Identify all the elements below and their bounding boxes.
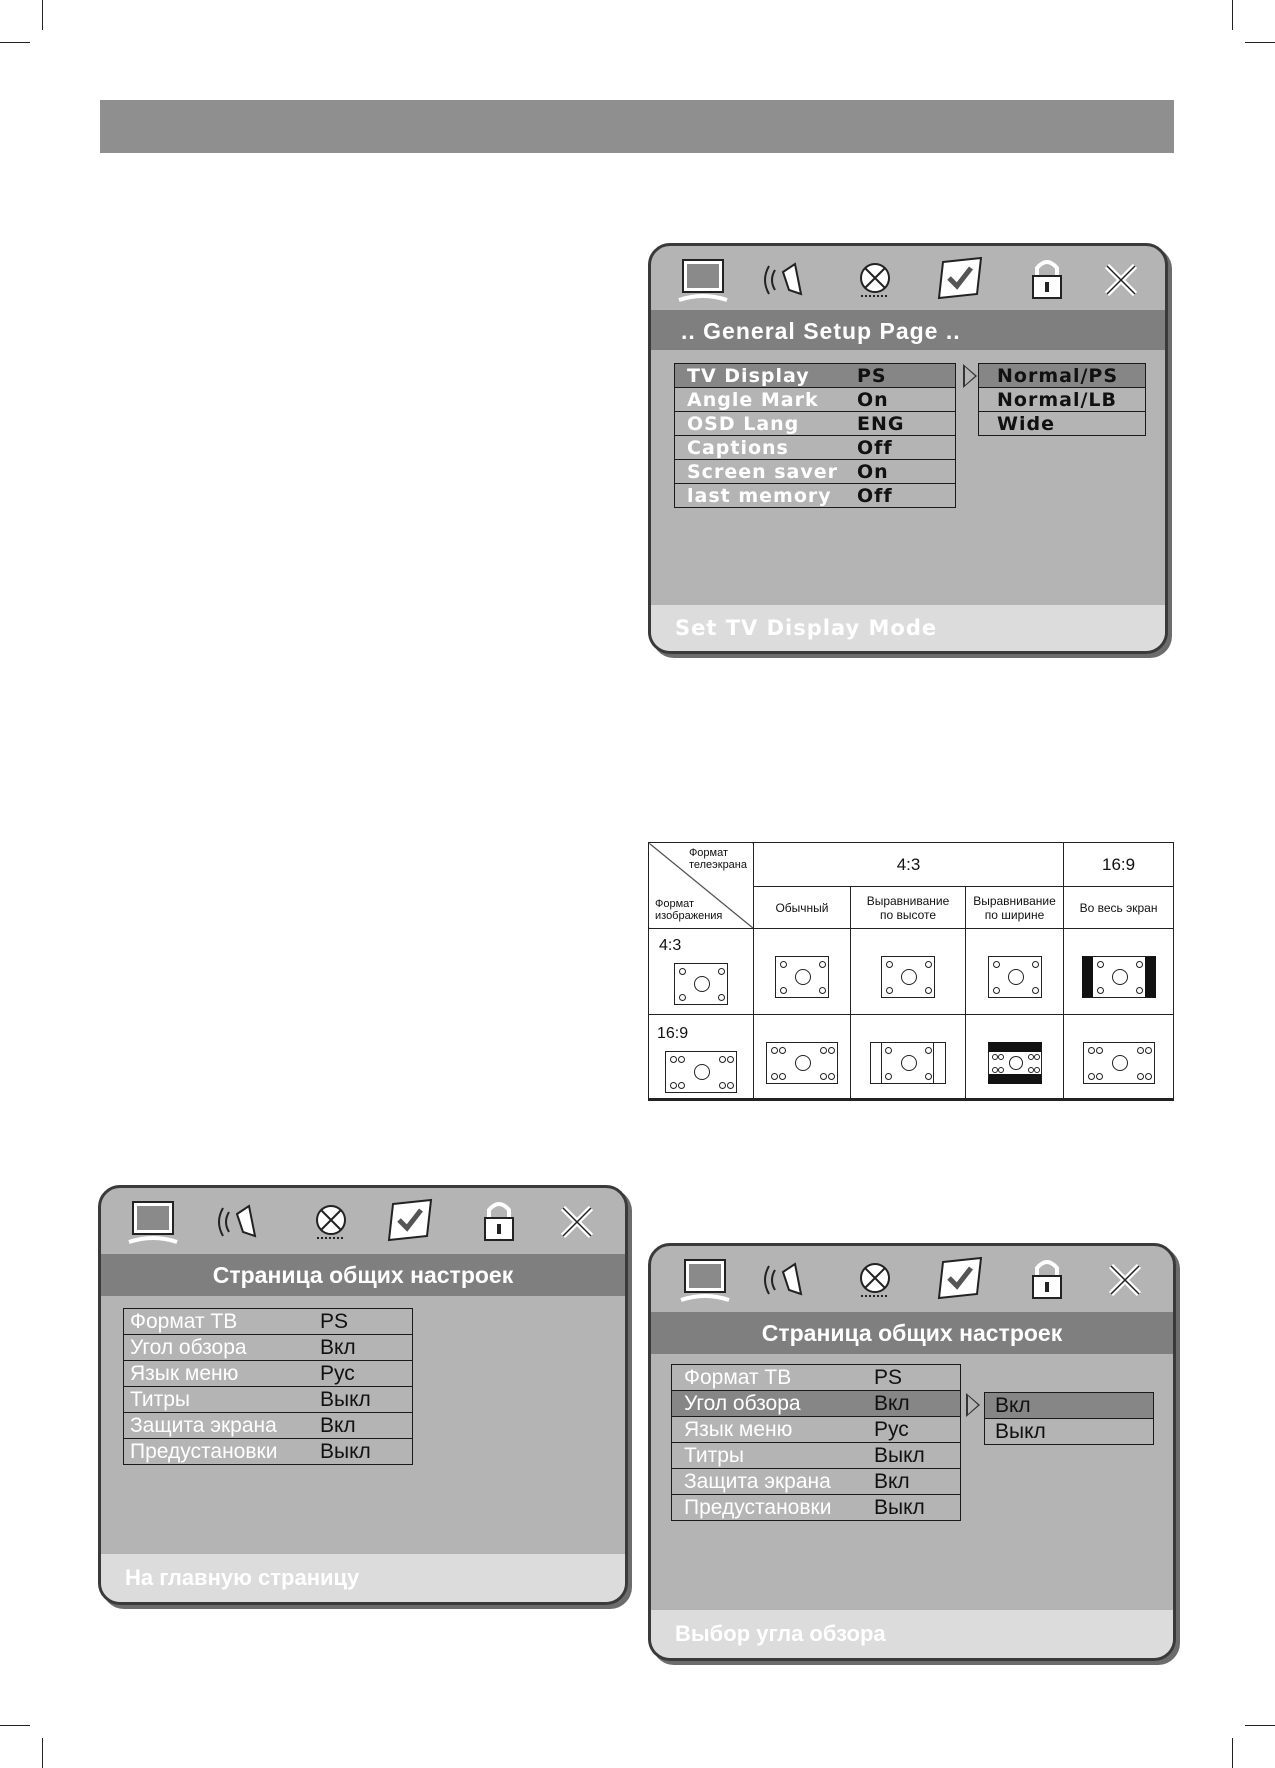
icon-row bbox=[101, 1188, 625, 1256]
menu-value: On bbox=[847, 460, 956, 484]
menu-label: Screen saver bbox=[675, 460, 848, 484]
menu-value: Вкл bbox=[310, 1335, 413, 1361]
menu-value: PS bbox=[864, 1365, 961, 1391]
screen-diagram bbox=[775, 956, 829, 998]
menu-row[interactable] bbox=[672, 1443, 961, 1469]
submenu-option-label: Вкл bbox=[985, 1393, 1154, 1419]
tv-icon[interactable] bbox=[675, 254, 731, 306]
page-title bbox=[101, 1254, 625, 1296]
menu-value: PS bbox=[310, 1309, 413, 1335]
osd-panel-general-setup-ru-main bbox=[98, 1185, 628, 1605]
screen-cell bbox=[966, 929, 1064, 1015]
header-ratio-4-3: 4:3 bbox=[754, 843, 1064, 887]
submenu-option[interactable] bbox=[979, 388, 1146, 412]
status-footer bbox=[101, 1554, 625, 1602]
close-icon[interactable] bbox=[549, 1196, 605, 1248]
menu-value: Off bbox=[847, 436, 956, 460]
menu-label: Предустановки bbox=[672, 1495, 865, 1521]
menu-value: Рус bbox=[864, 1417, 961, 1443]
lock-icon[interactable] bbox=[471, 1196, 527, 1248]
icon-row bbox=[651, 1246, 1173, 1314]
crop-mark bbox=[0, 1725, 30, 1726]
menu-label: OSD Lang bbox=[675, 412, 848, 436]
menu-label: Язык меню bbox=[672, 1417, 865, 1443]
menu-row[interactable] bbox=[675, 412, 956, 436]
submenu-option[interactable] bbox=[979, 412, 1146, 436]
tv-icon[interactable] bbox=[677, 1254, 733, 1306]
page-title bbox=[651, 1312, 1173, 1354]
menu-label: Угол обзора bbox=[672, 1391, 865, 1417]
header-ratio-16-9: 16:9 bbox=[1064, 843, 1174, 887]
submenu-option[interactable] bbox=[985, 1419, 1154, 1445]
page-title-text: .. General Setup Page .. bbox=[681, 318, 961, 344]
speaker-icon[interactable] bbox=[215, 1196, 271, 1248]
menu-row[interactable] bbox=[675, 460, 956, 484]
disc-icon[interactable] bbox=[303, 1196, 359, 1248]
screen-cell bbox=[851, 1015, 966, 1101]
submenu-option-label: Wide bbox=[979, 412, 1146, 436]
menu-value: Вкл bbox=[310, 1413, 413, 1439]
submenu-option-label: Выкл bbox=[985, 1419, 1154, 1445]
menu-row[interactable] bbox=[124, 1413, 413, 1439]
menu-row[interactable] bbox=[672, 1417, 961, 1443]
status-text: Выбор угла обзора bbox=[675, 1621, 886, 1646]
osd-panel-general-setup-ru-angle bbox=[648, 1243, 1176, 1661]
page-title-text: Страница общих настроек bbox=[761, 1320, 1063, 1346]
lock-icon[interactable] bbox=[1019, 1254, 1075, 1306]
screen-cell bbox=[851, 929, 966, 1015]
osd-panel-general-setup-en bbox=[648, 243, 1168, 654]
speaker-icon[interactable] bbox=[761, 254, 817, 306]
menu-label: last memory bbox=[675, 484, 848, 508]
submenu-arrow-icon bbox=[963, 364, 977, 388]
screen-cell bbox=[966, 1015, 1064, 1101]
menu-row[interactable] bbox=[675, 364, 956, 388]
status-text: Set TV Display Mode bbox=[675, 616, 938, 640]
row-label-cell bbox=[649, 1015, 754, 1101]
screen-diagram bbox=[766, 1042, 838, 1084]
table-corner bbox=[649, 843, 754, 929]
screen-diagram bbox=[988, 956, 1042, 998]
page-title bbox=[651, 310, 1165, 350]
screen-diagram-16-9 bbox=[665, 1051, 737, 1093]
menu-value: On bbox=[847, 388, 956, 412]
screen-diagram-cropped bbox=[870, 1042, 946, 1084]
header-band bbox=[100, 100, 1174, 153]
submenu-option-label: Normal/LB bbox=[979, 388, 1146, 412]
screen-cell bbox=[1064, 1015, 1174, 1101]
crop-mark bbox=[1245, 42, 1275, 43]
menu-value: ENG bbox=[847, 412, 956, 436]
menu-label: Captions bbox=[675, 436, 848, 460]
crop-mark bbox=[0, 42, 30, 43]
status-footer bbox=[651, 605, 1165, 651]
screen-diagram-pillarbox bbox=[1082, 956, 1156, 998]
menu-label: Титры bbox=[124, 1387, 311, 1413]
mode-full-screen: Во весь экран bbox=[1064, 887, 1174, 929]
check-icon[interactable] bbox=[933, 254, 989, 306]
status-text: На главную страницу bbox=[125, 1565, 360, 1590]
menu-value: Выкл bbox=[310, 1439, 413, 1465]
menu-value: Рус bbox=[310, 1361, 413, 1387]
menu-label: Предустановки bbox=[124, 1439, 311, 1465]
menu-value: Выкл bbox=[864, 1443, 961, 1469]
menu-value: Вкл bbox=[864, 1391, 961, 1417]
screen-cell bbox=[1064, 929, 1174, 1015]
menu-row[interactable] bbox=[672, 1495, 961, 1521]
screen-diagram bbox=[881, 956, 935, 998]
crop-mark bbox=[1232, 0, 1233, 30]
disc-icon[interactable] bbox=[847, 1254, 903, 1306]
check-icon[interactable] bbox=[933, 1254, 989, 1306]
crop-mark bbox=[42, 1738, 43, 1768]
row-label: 16:9 bbox=[657, 1025, 689, 1042]
tv-icon[interactable] bbox=[125, 1196, 181, 1248]
close-icon[interactable] bbox=[1097, 1254, 1153, 1306]
disc-icon[interactable] bbox=[847, 254, 903, 306]
screen-cell bbox=[754, 1015, 851, 1101]
menu-row[interactable] bbox=[124, 1387, 413, 1413]
aspect-format-table bbox=[648, 842, 1173, 1103]
screen-cell bbox=[754, 929, 851, 1015]
status-footer bbox=[651, 1610, 1173, 1658]
menu-row[interactable] bbox=[675, 436, 956, 460]
page-title-text: Страница общих настроек bbox=[212, 1262, 514, 1288]
submenu-option[interactable] bbox=[979, 364, 1146, 388]
menu-value: Выкл bbox=[864, 1495, 961, 1521]
menu-row[interactable] bbox=[672, 1365, 961, 1391]
menu-row[interactable] bbox=[672, 1391, 961, 1417]
menu-label: Титры bbox=[672, 1443, 865, 1469]
menu-label: TV Display bbox=[675, 364, 848, 388]
screen-diagram-4-3 bbox=[674, 963, 728, 1005]
mode-normal: Обычный bbox=[754, 887, 851, 929]
icon-row bbox=[651, 246, 1165, 314]
menu-row[interactable] bbox=[124, 1439, 413, 1465]
corner-top-label: Формат телеэкрана bbox=[688, 847, 747, 871]
menu-label: Язык меню bbox=[124, 1361, 311, 1387]
menu-row[interactable] bbox=[124, 1309, 413, 1335]
menu-value: Вкл bbox=[864, 1469, 961, 1495]
submenu-option[interactable] bbox=[985, 1393, 1154, 1419]
lock-icon[interactable] bbox=[1019, 254, 1075, 306]
submenu bbox=[978, 363, 1146, 436]
menu-value: Выкл bbox=[310, 1387, 413, 1413]
check-icon[interactable] bbox=[383, 1196, 439, 1248]
speaker-icon[interactable] bbox=[761, 1254, 817, 1306]
menu-value: Off bbox=[847, 484, 956, 508]
menu-row[interactable] bbox=[675, 484, 956, 508]
crop-mark bbox=[1245, 1725, 1275, 1726]
menu-row[interactable] bbox=[124, 1361, 413, 1387]
menu-row[interactable] bbox=[124, 1335, 413, 1361]
menu-label: Формат ТВ bbox=[124, 1309, 311, 1335]
menu-label: Защита экрана bbox=[672, 1469, 865, 1495]
table-bottom-rule bbox=[648, 1098, 1173, 1100]
menu-row[interactable] bbox=[672, 1469, 961, 1495]
menu-row[interactable] bbox=[675, 388, 956, 412]
screen-diagram bbox=[1083, 1042, 1155, 1084]
crop-mark bbox=[1232, 1738, 1233, 1768]
settings-list bbox=[671, 1364, 961, 1521]
menu-label: Защита экрана bbox=[124, 1413, 311, 1439]
close-icon[interactable] bbox=[1093, 254, 1149, 306]
submenu bbox=[984, 1392, 1154, 1445]
mode-fit-width: Выравнивание по ширине bbox=[966, 887, 1064, 929]
corner-bottom-label: Формат изображения bbox=[655, 898, 723, 922]
mode-fit-height: Выравнивание по высоте bbox=[851, 887, 966, 929]
screen-diagram-letterbox bbox=[988, 1042, 1042, 1084]
settings-list bbox=[674, 363, 956, 508]
row-label: 4:3 bbox=[659, 937, 682, 954]
settings-list bbox=[123, 1308, 413, 1465]
submenu-arrow-icon bbox=[966, 1393, 980, 1417]
menu-label: Угол обзора bbox=[124, 1335, 311, 1361]
row-label-cell bbox=[649, 929, 754, 1015]
menu-value: PS bbox=[847, 364, 956, 388]
submenu-option-label: Normal/PS bbox=[979, 364, 1146, 388]
menu-label: Формат ТВ bbox=[672, 1365, 865, 1391]
menu-label: Angle Mark bbox=[675, 388, 848, 412]
crop-mark bbox=[42, 0, 43, 30]
